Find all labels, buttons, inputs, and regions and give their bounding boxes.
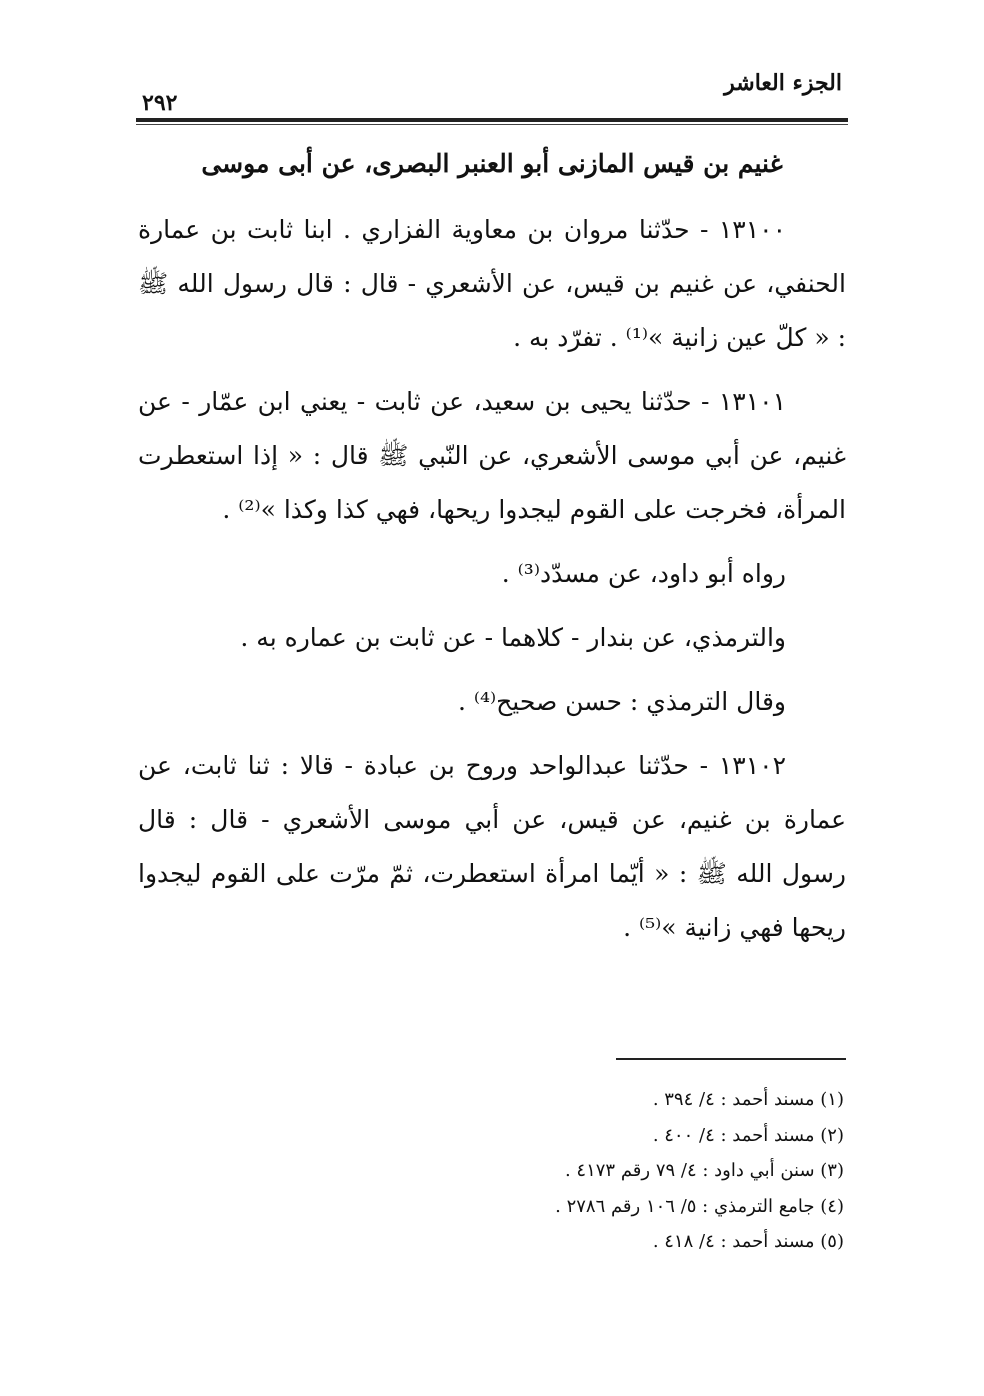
- main-text: [138, 203, 846, 955]
- running-header: [138, 64, 846, 124]
- hadith-13100: ١٣١٠٠ - حدّثنا مروان بن معاوية الفزاري . ابنا ثابت بن عمارة الحنفي، عن غنيم بن قيس، عن الأشعري - قال : قال رسول الله ﷺ : « كلّ عين زانية »⁽¹⁾ . تفرّد به .: [138, 215, 846, 352]
- footnote: (٣) سنن أبي داود : ٤/ ٧٩ رقم ٤١٧٣ .: [564, 1160, 844, 1181]
- footnote-separator: [616, 1058, 846, 1060]
- footnote: (١) مسند أحمد : ٤/ ٣٩٤ .: [652, 1089, 844, 1110]
- takhrij-line: والترمذي، عن بندار - كلاهما - عن ثابت بن عماره به .: [240, 623, 786, 652]
- footnote: (٤) جامع الترمذي : ٥/ ١٠٦ رقم ٢٧٨٦ .: [555, 1195, 844, 1217]
- takhrij-line: وقال الترمذي : حسن صحيح⁽⁴⁾ .: [457, 687, 786, 716]
- section-heading: غنيم بن قيس المازنى أبو العنبر البصرى، عن أبى موسى: [201, 149, 783, 178]
- footnote: (٥) مسند أحمد : ٤/ ٤١٨ .: [652, 1231, 844, 1252]
- hadith-13101: ١٣١٠١ - حدّثنا يحيى بن سعيد، عن ثابت - يعني ابن عمّار - عن غنيم، عن أبي موسى الأشعري، عن النّبي ﷺ قال : « إذا استعطرت المرأة، فخرجت على القوم ليجدوا ريحها، فهي كذا وكذا »⁽²⁾ .: [138, 387, 846, 524]
- footnotes: [138, 1082, 844, 1260]
- takhrij-line: رواه أبو داود، عن مسدّد⁽³⁾ .: [501, 559, 786, 588]
- page-number: ٢٩٢: [142, 90, 178, 116]
- footnote: (٢) مسند أحمد : ٤/ ٤٠٠ .: [652, 1124, 844, 1146]
- part-title: الجزء العاشر: [724, 70, 842, 96]
- header-rule-thin: [136, 124, 848, 125]
- header-rule: [136, 118, 848, 122]
- hadith-13102: ١٣١٠٢ - حدّثنا عبدالواحد وروح بن عبادة - قالا : ثنا ثابت، عن عمارة بن غنيم، عن قيس، عن أبي موسى الأشعري - قال : قال رسول الله ﷺ : « أيّما امرأة استعطرت، ثمّ مرّت على القوم ليجدوا ريحها فهي زانية »⁽⁵⁾ .: [138, 751, 846, 942]
